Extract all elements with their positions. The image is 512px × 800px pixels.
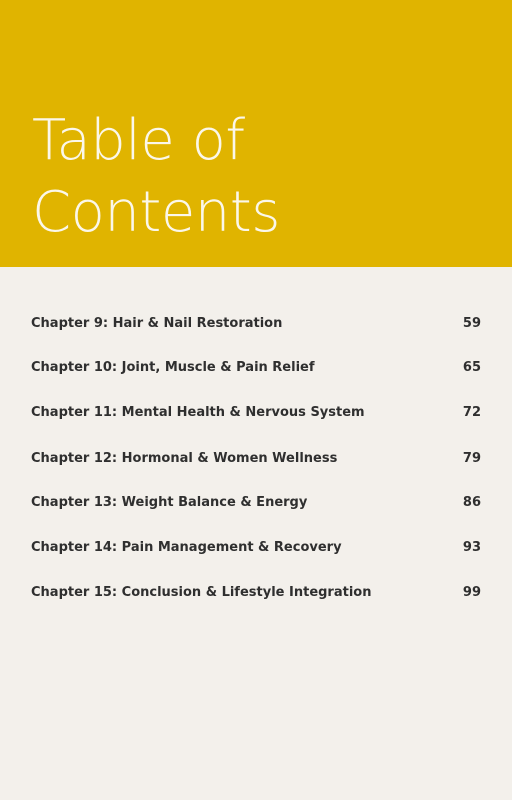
toc-entry-title: Chapter 9: Hair & Nail Restoration [31,315,283,331]
toc-entry [31,314,481,332]
toc-entry-page: 72 [462,404,481,420]
toc-entry [31,358,481,376]
toc-entry-title: Chapter 11: Mental Health & Nervous System [31,404,365,420]
toc-entry-page: 65 [462,359,481,375]
toc-entry [31,493,481,511]
toc-entry-page: 59 [462,315,481,331]
toc-entry-title: Chapter 10: Joint, Muscle & Pain Relief [31,359,315,375]
toc-entry-page: 93 [462,539,481,555]
toc-entry [31,538,481,556]
toc-entry-title: Chapter 15: Conclusion & Lifestyle Integration [31,584,372,600]
toc-entry [31,403,481,421]
toc-entry-title: Chapter 14: Pain Management & Recovery [31,539,342,555]
toc-entry [31,449,481,467]
page-title-line-2: Contents [32,180,280,245]
toc-entry-title: Chapter 13: Weight Balance & Energy [31,494,308,510]
toc-entry-title: Chapter 12: Hormonal & Women Wellness [31,450,338,466]
toc-entry [31,583,481,601]
toc-entry-page: 86 [462,494,481,510]
page-title-line-1: Table of [32,108,245,173]
toc-entry-page: 79 [462,450,481,466]
toc-entry-page: 99 [462,584,481,600]
